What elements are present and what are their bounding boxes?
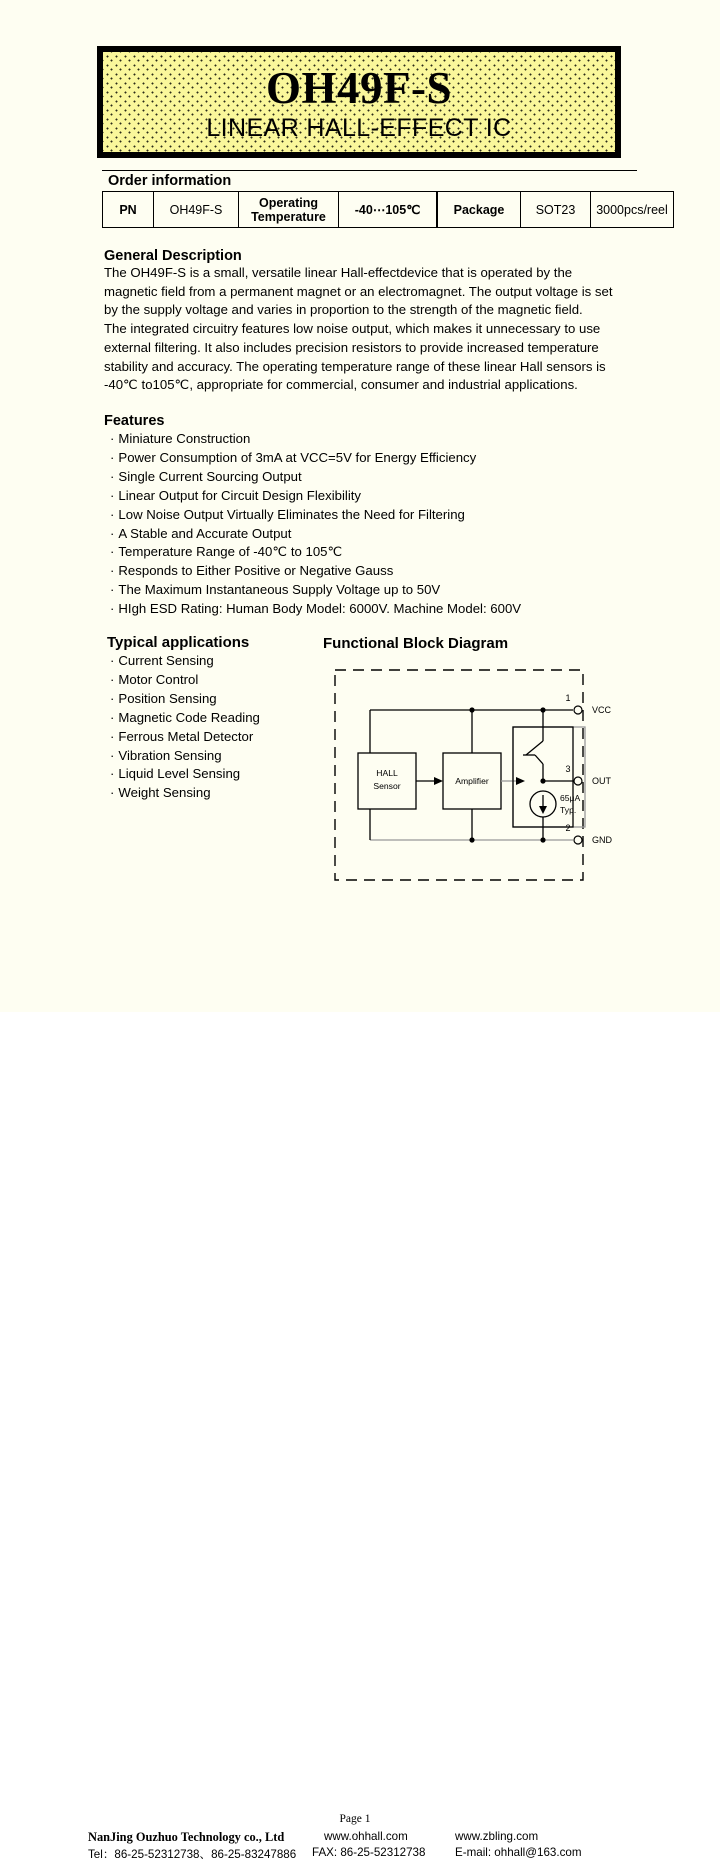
list-item-label: Ferrous Metal Detector [118, 728, 254, 744]
pin-number-gnd: 2 [565, 823, 571, 833]
bullet-icon: · [110, 449, 115, 465]
general-description-body [104, 264, 626, 395]
list-item-label: Weight Sensing [118, 785, 211, 801]
features-heading: Features [104, 413, 165, 429]
bullet-icon: · [110, 563, 115, 579]
functional-block-diagram [330, 665, 630, 895]
order-information-rule [102, 170, 637, 171]
bullet-icon: · [110, 747, 115, 763]
list-item-label: Miniature Construction [118, 431, 251, 446]
order-information-table [102, 191, 674, 228]
list-item-label: Temperature Range of -40℃ to 105℃ [118, 544, 343, 560]
page-footer [0, 905, 720, 1861]
switch-lower-blade [535, 755, 543, 764]
list-item [110, 562, 630, 581]
list-item [110, 652, 310, 671]
bullet-icon: · [110, 487, 115, 503]
general-description-heading: General Description [104, 248, 242, 264]
product-title: OH49F-S [265, 63, 452, 113]
junction-dot [540, 837, 545, 842]
list-item [110, 449, 630, 468]
bullet-icon: · [110, 690, 115, 706]
list-item [110, 543, 630, 562]
product-subtitle: LINEAR HALL-EFFECT IC [206, 114, 512, 142]
bullet-icon: · [110, 544, 115, 560]
list-item-label: Liquid Level Sensing [118, 766, 241, 782]
current-source-label-line1: 65μA [560, 793, 581, 803]
cell-package-value: SOT23 [521, 192, 591, 228]
list-item [110, 581, 630, 600]
current-source-label-line2: Typ. [560, 805, 577, 815]
list-item-label: A Stable and Accurate Output [118, 525, 292, 541]
cell-operating-temperature-label [239, 192, 339, 228]
list-item-label: The Maximum Instantaneous Supply Voltage up to 50V [118, 582, 441, 598]
footer-telephone: Tel：86-25-52312738、86-25-83247886 [88, 1848, 297, 1861]
list-item [110, 709, 310, 728]
footer-company-name: NanJing Ouzhuo Technology co., Ltd [88, 1830, 285, 1844]
typical-applications-heading: Typical applications [107, 634, 250, 651]
junction-dot [469, 837, 474, 842]
arrow-icon [434, 777, 443, 785]
list-item [110, 430, 630, 449]
junction-dot [540, 778, 545, 783]
order-information-heading: Order information [108, 173, 232, 189]
list-item [110, 765, 310, 784]
list-item [110, 468, 630, 487]
list-item [110, 690, 310, 709]
pin-number-out: 3 [565, 764, 571, 774]
pin-terminal-out [574, 777, 582, 785]
amplifier-label: Amplifier [455, 776, 489, 786]
table-row [103, 192, 674, 228]
list-item-label: Low Noise Output Virtually Eliminates the Need for Filtering [118, 506, 465, 522]
cell-pn-label: PN [103, 192, 154, 228]
list-item-label: Responds to Either Positive or Negative Gauss [118, 563, 394, 579]
list-item-label: Vibration Sensing [118, 747, 222, 763]
pin-label-out: OUT [592, 776, 611, 786]
list-item [110, 747, 310, 766]
pin-terminal-gnd [574, 836, 582, 844]
list-item-label: Linear Output for Circuit Design Flexibility [118, 487, 362, 503]
description-paragraph: The OH49F-S is a small, versatile linear Hall-effectdevice that is operated by the magnetic field from a permanent magnet or an electromagnet. The output voltage is set by the supply voltage and varies in proportion to the strength of the magnetic field. [104, 265, 613, 318]
list-item [110, 487, 630, 506]
switch-blade [526, 741, 543, 755]
list-item [110, 600, 630, 619]
hall-sensor-label-line2: Sensor [373, 781, 401, 791]
cell-package-label: Package [437, 192, 521, 228]
cell-operating-temperature-value: -40⋯105℃ [339, 192, 438, 228]
list-item-label: Current Sensing [118, 653, 214, 668]
page-number: Page 1 [339, 1813, 371, 1825]
temp-label-line2: Temperature [251, 209, 326, 224]
bullet-icon: · [110, 506, 115, 522]
bullet-icon: · [110, 582, 115, 598]
list-item [110, 728, 310, 747]
title-banner [97, 46, 621, 158]
bullet-icon: · [110, 525, 115, 541]
bullet-icon: · [110, 709, 115, 725]
cell-packing-value: 3000pcs/reel [591, 192, 674, 228]
pin-label-gnd: GND [592, 835, 612, 845]
footer-website-secondary: www.zbling.com [455, 1830, 539, 1843]
pin-label-vcc: VCC [592, 705, 612, 715]
description-paragraph: The integrated circuitry features low noise output, which makes it unnecessary to use external filtering. It also includes precision resistors to provide increased temperature stability and accuracy. The operating temperature range of these linear Hall sensors is -40℃ to105℃, appropriate for commercial, consumer and industrial applications. [104, 321, 606, 393]
junction-dot [469, 707, 474, 712]
bullet-icon: · [110, 653, 115, 668]
temp-label-line1: Operating [258, 195, 319, 210]
list-item [110, 784, 310, 803]
footer-fax: FAX: 86-25-52312738 [312, 1846, 426, 1859]
footer-website-primary: www.ohhall.com [324, 1830, 408, 1843]
footer-email: E-mail: ohhall@163.com [455, 1846, 582, 1859]
list-item-label: HIgh ESD Rating: Human Body Model: 6000V. Machine Model: 600V [118, 601, 522, 617]
block-diagram-svg [330, 665, 630, 895]
bullet-icon: · [110, 766, 115, 782]
bullet-icon: · [110, 468, 115, 484]
pin-number-vcc: 1 [565, 693, 571, 703]
list-item [110, 506, 630, 525]
cell-pn-value: OH49F-S [154, 192, 239, 228]
list-item-label: Motor Control [118, 671, 199, 687]
bullet-icon: · [110, 728, 115, 744]
list-item [110, 671, 310, 690]
list-item-label: Single Current Sourcing Output [118, 468, 302, 484]
pin-terminal-vcc [574, 706, 582, 714]
features-list [110, 430, 630, 619]
hall-sensor-label-line1: HALL [376, 768, 398, 778]
bullet-icon: · [110, 601, 115, 617]
junction-dot [540, 707, 545, 712]
list-item-label: Position Sensing [118, 690, 217, 706]
bullet-icon: · [110, 671, 115, 687]
arrow-icon [516, 777, 525, 785]
list-item-label: Power Consumption of 3mA at VCC=5V for Energy Efficiency [118, 449, 477, 465]
list-item-label: Magnetic Code Reading [118, 709, 260, 725]
typical-applications-list [110, 652, 310, 803]
list-item [110, 525, 630, 544]
bullet-icon: · [110, 431, 115, 446]
functional-block-diagram-heading: Functional Block Diagram [323, 635, 509, 652]
bullet-icon: · [110, 785, 115, 801]
